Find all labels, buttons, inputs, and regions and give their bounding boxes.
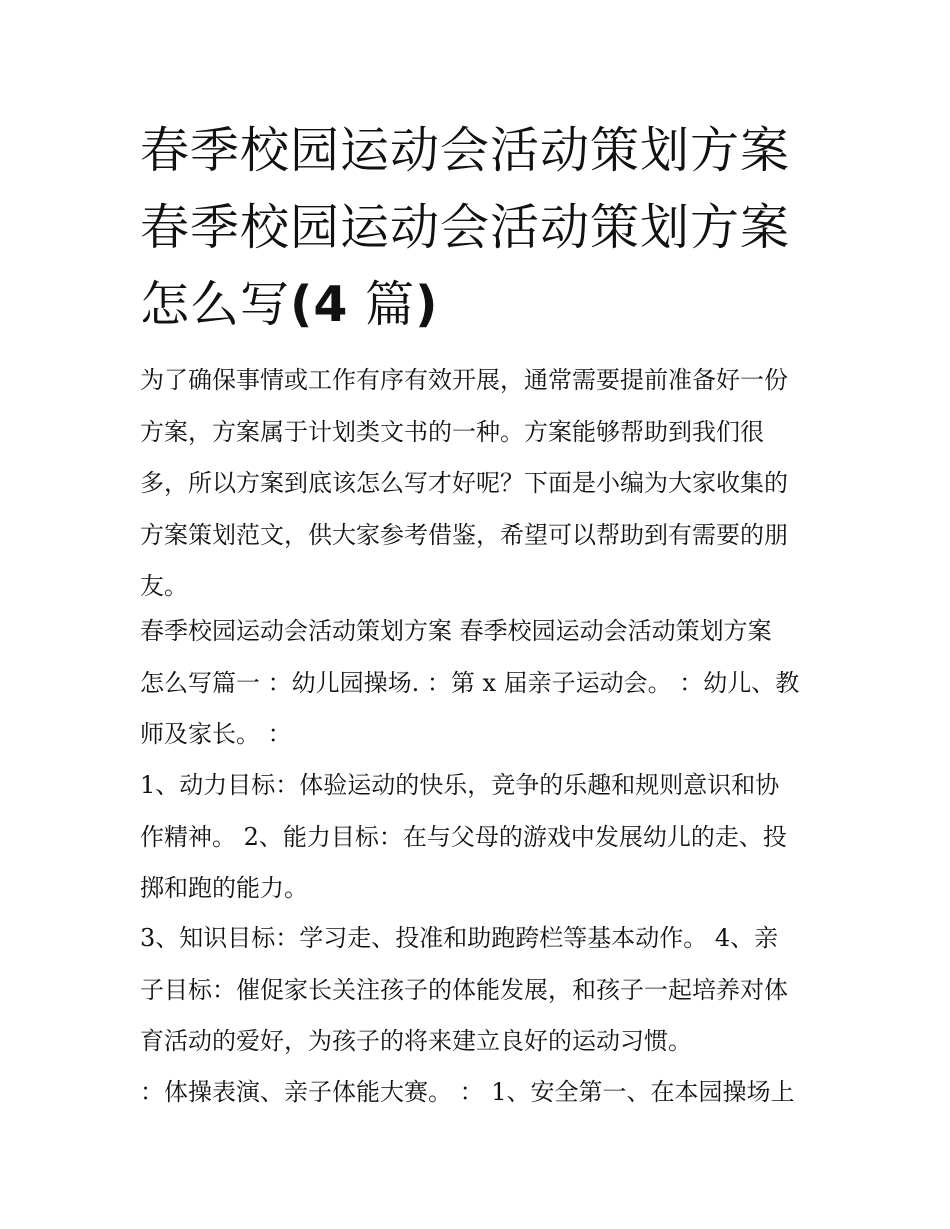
title-line-3-count: (4 [290, 276, 349, 333]
text-line: 3、知识目标：学习走、投准和助跑跨栏等基本动作。 4、亲 [140, 924, 779, 952]
title-line-3-prefix: 怎么写 [140, 276, 291, 333]
text-line: 春季校园运动会活动策划方案 春季校园运动会活动策划方案 [140, 617, 772, 645]
text-line: 怎么写篇一 ：幼儿园操场. ：第 x 届亲子运动会。 ：幼儿、教 [140, 668, 800, 697]
text-line: 为了确保事情或工作有序有效开展，通常需要提前准备好一份 [140, 366, 788, 394]
text-line: 掷和跑的能力。 [140, 874, 308, 902]
title-line-3-close: ) [415, 276, 439, 333]
text-line: 育活动的爱好，为孩子的将来建立良好的运动习惯。 [140, 1027, 692, 1055]
text-line: 友。 [140, 572, 188, 600]
text-line: 作精神。 2、能力目标：在与父母的游戏中发展幼儿的走、投 [140, 822, 787, 851]
paragraph-goals-3-4 [140, 913, 820, 1068]
text-line: 多，所以方案到底该怎么写才好呢？下面是小编为大家收集的 [140, 469, 788, 497]
paragraph-intro [140, 355, 820, 613]
title-line-3-unit: 篇 [365, 276, 416, 333]
paragraph-activities [140, 1067, 820, 1119]
text-line: 1、动力目标：体验运动的快乐，竞争的乐趣和规则意识和协 [140, 771, 780, 799]
paragraph-goals-1-2 [140, 760, 820, 915]
text-line: 师及家长。 ： [140, 720, 292, 748]
paragraph-heading-chapter-one [140, 606, 820, 761]
text-line: 方案策划范文，供大家参考借鉴，希望可以帮助到有需要的朋 [140, 520, 788, 549]
text-line: ：体操表演、亲子体能大赛。 ： 1、安全第一、在本园操场上 [140, 1078, 795, 1106]
text-line: 方案，方案属于计划类文书的一种。方案能够帮助到我们很 [140, 417, 764, 446]
text-line: 子目标：催促家长关注孩子的体能发展，和孩子一起培养对体 [140, 975, 788, 1004]
document-title [140, 112, 820, 343]
title-line-2: 春季校园运动会活动策划方案 [140, 199, 791, 256]
title-line-1: 春季校园运动会活动策划方案 [140, 122, 791, 179]
